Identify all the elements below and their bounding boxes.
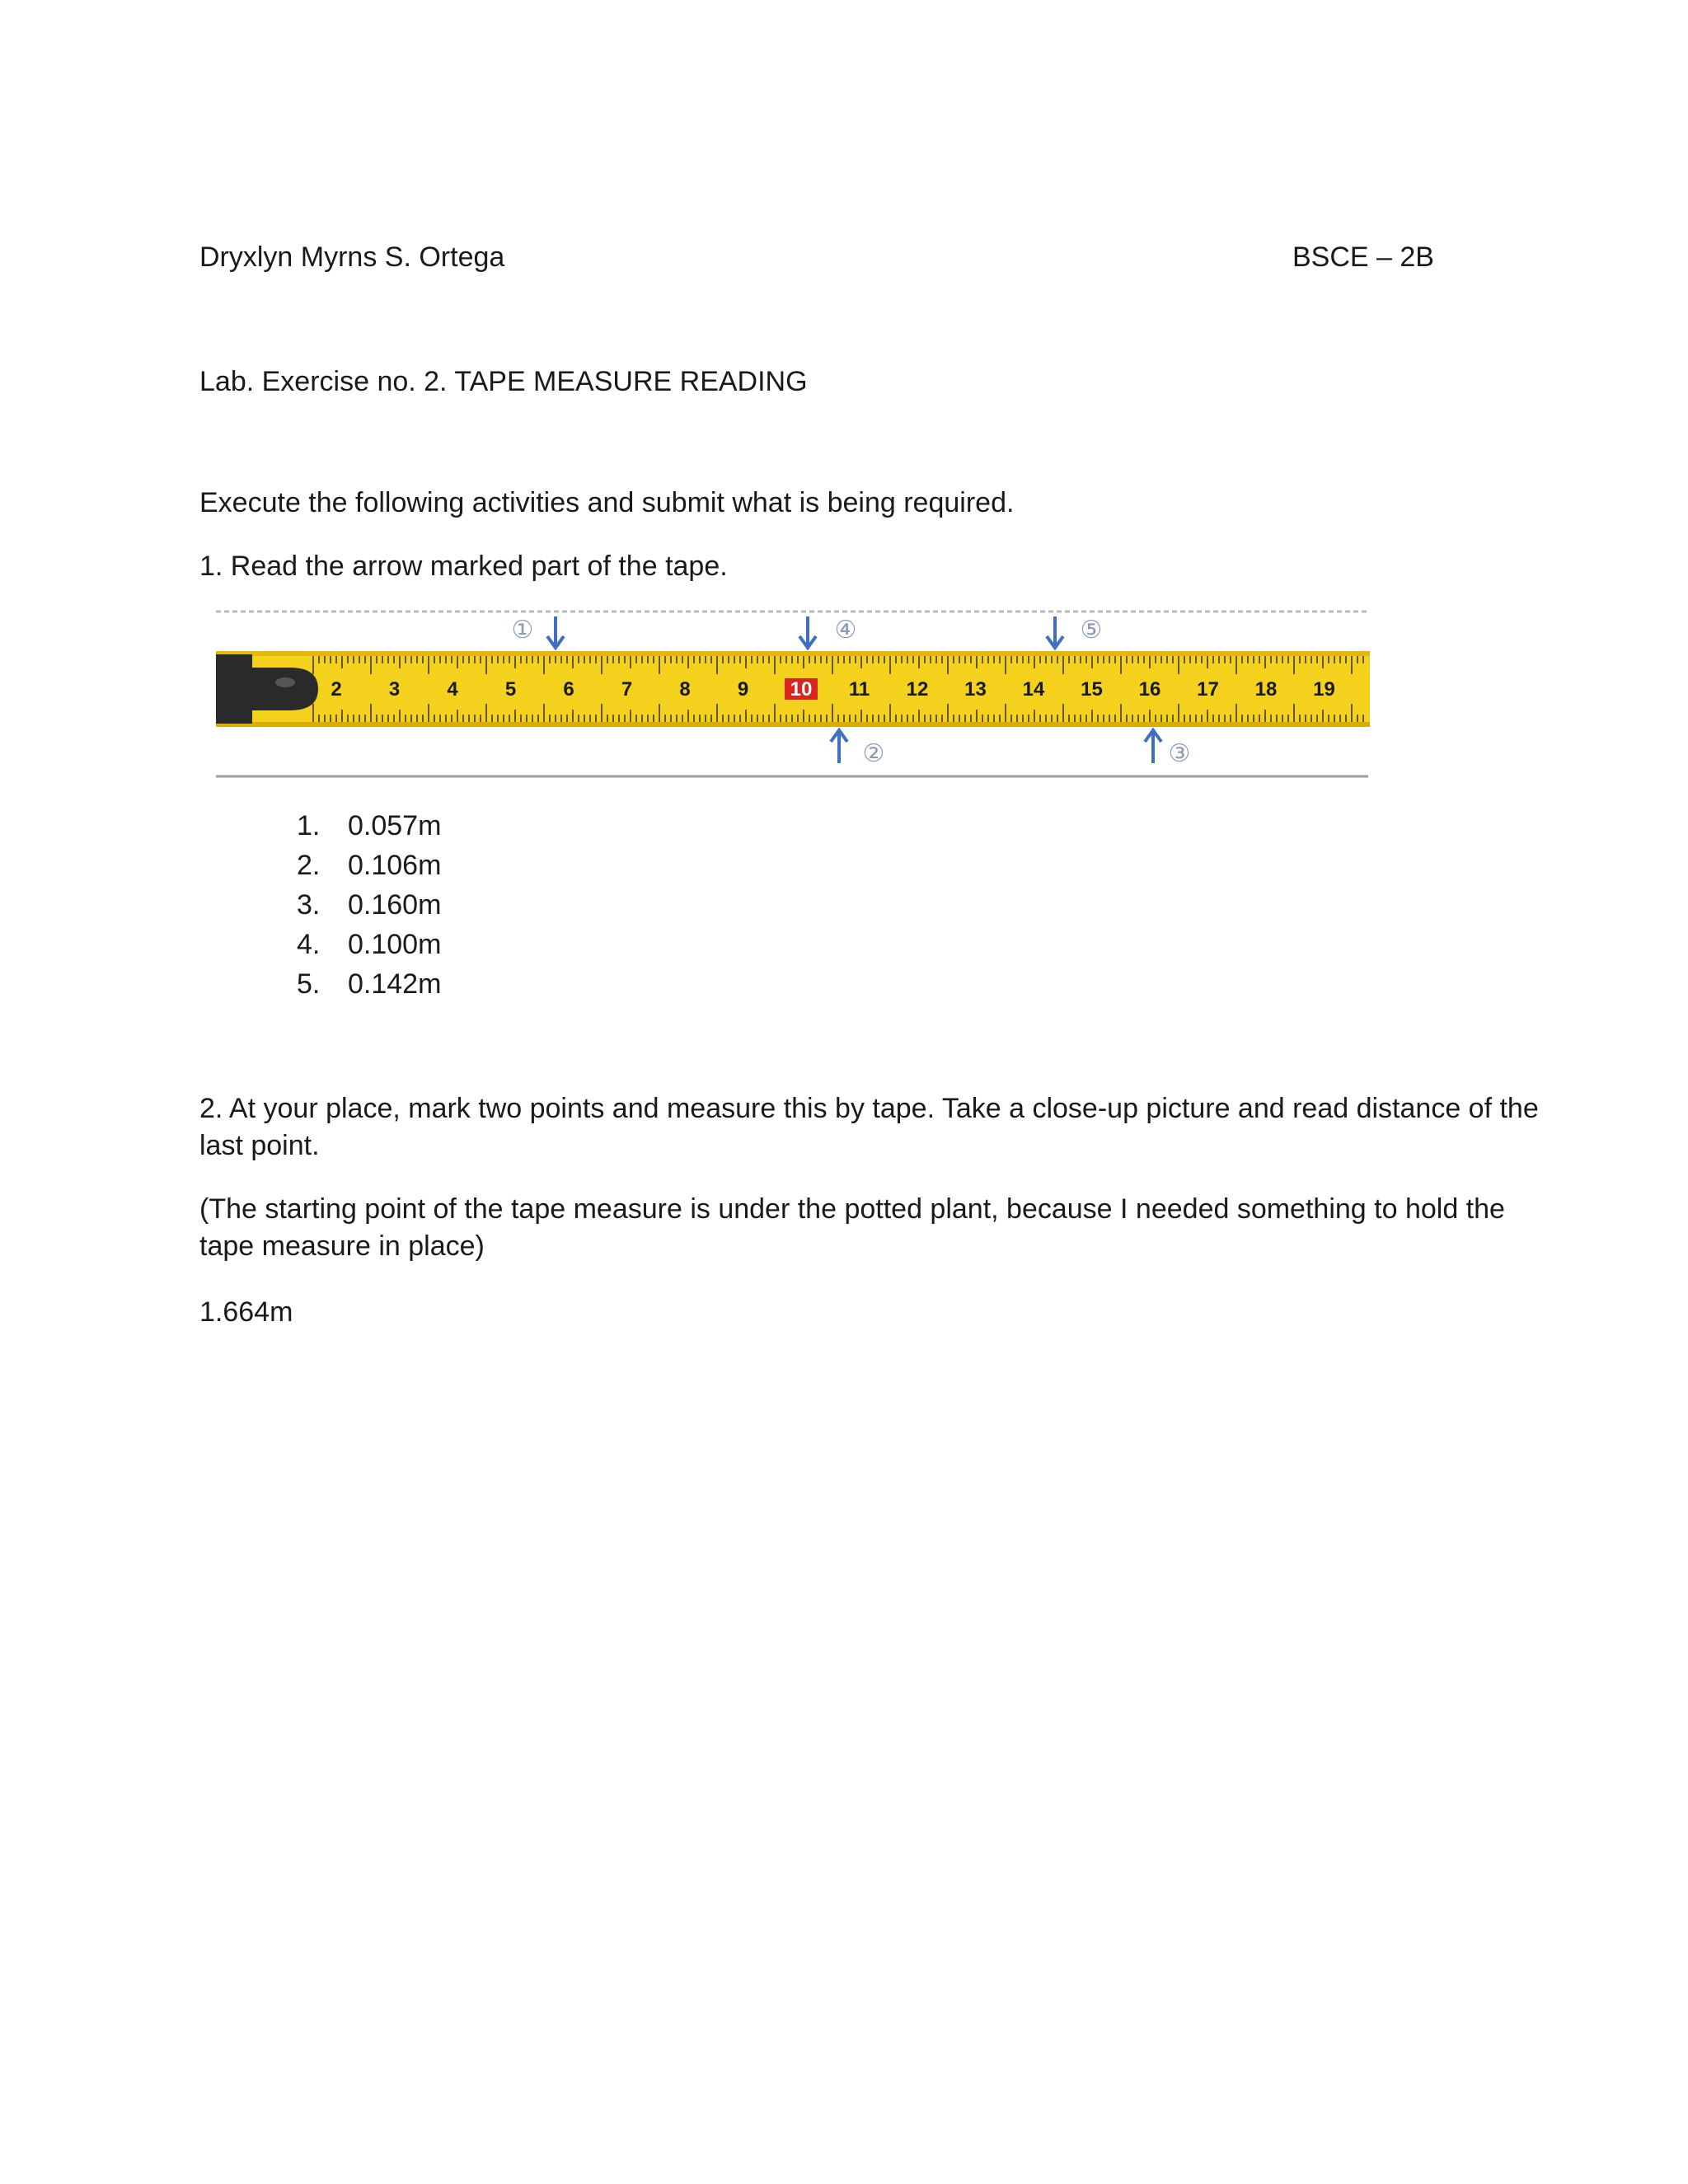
arrow-3 [1145, 730, 1190, 768]
answer-item [297, 847, 441, 887]
task1-prompt: 1. Read the arrow marked part of the tape. [199, 551, 728, 582]
answer-value: 0.106m [348, 850, 442, 881]
answer-value: 0.057m [348, 810, 442, 841]
tape-number: 2 [331, 678, 342, 701]
tape-number: 15 [1081, 678, 1103, 701]
answer-number: 1. [297, 810, 321, 841]
tape-number: 16 [1138, 678, 1161, 701]
answer-value: 0.160m [348, 889, 442, 921]
arrow-label: ③ [1168, 739, 1191, 768]
arrow-label: ① [511, 616, 534, 644]
student-name: Dryxlyn Myrns S. Ortega [199, 241, 505, 273]
arrow-5 [1047, 616, 1102, 648]
answer-item [297, 926, 441, 966]
tape-number: 4 [447, 678, 458, 701]
tape-number: 13 [964, 678, 987, 701]
section-label: BSCE – 2B [1292, 241, 1434, 273]
tape-number: 8 [679, 678, 691, 701]
arrow-2 [831, 730, 884, 768]
answer-item [297, 808, 441, 847]
tape-number: 14 [1022, 678, 1045, 701]
exercise-title: Lab. Exercise no. 2. TAPE MEASURE READING [199, 366, 808, 397]
arrow-1 [512, 616, 564, 648]
task2-answer: 1.664m [199, 1296, 293, 1328]
answer-number: 2. [297, 850, 321, 881]
tape-number: 17 [1197, 678, 1219, 701]
arrow-label: ④ [834, 616, 857, 644]
task2-note: (The starting point of the tape measure is under the potted plant, because I needed something to hold the tape measure in place) [199, 1193, 1505, 1262]
tape-measure-figure [216, 600, 1370, 780]
arrow-label: ② [862, 739, 885, 768]
arrow-4 [799, 616, 856, 648]
tape-number: 19 [1313, 678, 1335, 701]
answer-number: 4. [297, 929, 321, 960]
tape-number: 3 [388, 678, 401, 701]
instructions: Execute the following activities and submit what is being required. [199, 487, 1015, 518]
tape-number: 5 [504, 678, 517, 701]
tape-number: 9 [737, 678, 749, 701]
task1-answers [297, 808, 441, 1005]
answer-value: 0.100m [348, 929, 442, 960]
tape-number: 18 [1254, 678, 1278, 701]
answer-number: 5. [297, 968, 321, 1000]
tape-number: 11 [848, 678, 870, 701]
arrow-label: ⑤ [1080, 616, 1103, 644]
tape-number: 6 [563, 678, 574, 701]
answer-item [297, 966, 441, 1005]
answer-number: 3. [297, 889, 321, 921]
tape-number: 7 [621, 678, 633, 701]
task2-prompt: 2. At your place, mark two points and measure this by tape. Take a close-up picture and read distance of the last point. [199, 1093, 1539, 1161]
tape-number: 12 [906, 678, 929, 701]
answer-value: 0.142m [348, 968, 442, 1000]
answer-item [297, 887, 441, 926]
tape-number: 10 [790, 678, 813, 701]
